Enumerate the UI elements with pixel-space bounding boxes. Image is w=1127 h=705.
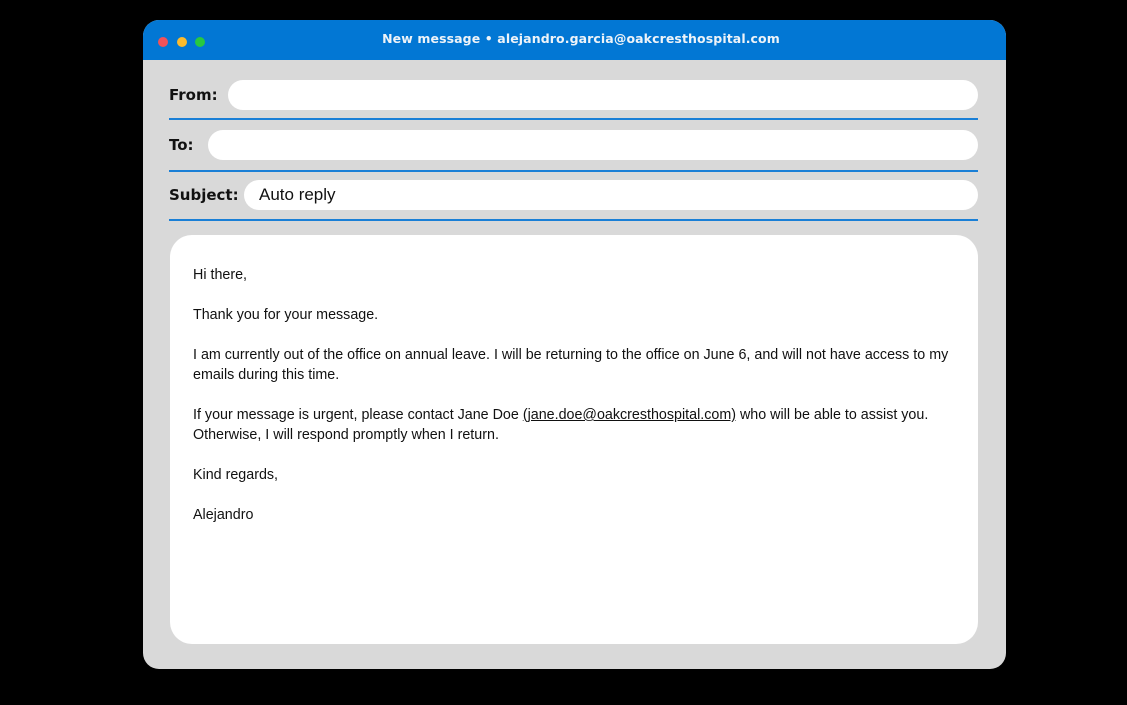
subject-label: Subject:: [169, 186, 239, 204]
subject-row: [169, 180, 978, 210]
compose-window: [143, 20, 1006, 669]
urgent-contact-text: [193, 405, 955, 445]
to-label: To:: [169, 136, 194, 154]
subject-divider: [169, 219, 978, 221]
subject-field[interactable]: [244, 180, 978, 210]
greeting-text: Hi there,: [193, 267, 248, 283]
jane-doe-email-link[interactable]: (jane.doe@oakcresthospital.com): [522, 407, 736, 423]
from-row: [169, 80, 978, 110]
to-row: [169, 130, 978, 160]
closing-text: Kind regards,: [193, 467, 279, 483]
from-field[interactable]: [228, 80, 978, 110]
urgent-contact-prefix: If your message is urgent, please contact Jane Doe: [193, 407, 523, 423]
to-divider: [169, 170, 978, 172]
urgent-contact-suffix: who will be able to assist you. Otherwise, I will respond promptly when I return.: [193, 407, 929, 443]
to-field[interactable]: [208, 130, 978, 160]
from-label: From:: [169, 86, 218, 104]
from-divider: [169, 118, 978, 120]
title-bar: [143, 20, 1006, 60]
thanks-text: Thank you for your message.: [193, 307, 379, 323]
message-body[interactable]: [170, 235, 978, 644]
window-title: New message • alejandro.garcia@oakcresthospital.com: [382, 31, 780, 46]
signature-text: Alejandro: [193, 507, 254, 523]
out-of-office-text: I am currently out of the office on annual leave. I will be returning to the office on June 6, and will not have access to my emails during this time.: [193, 347, 949, 383]
